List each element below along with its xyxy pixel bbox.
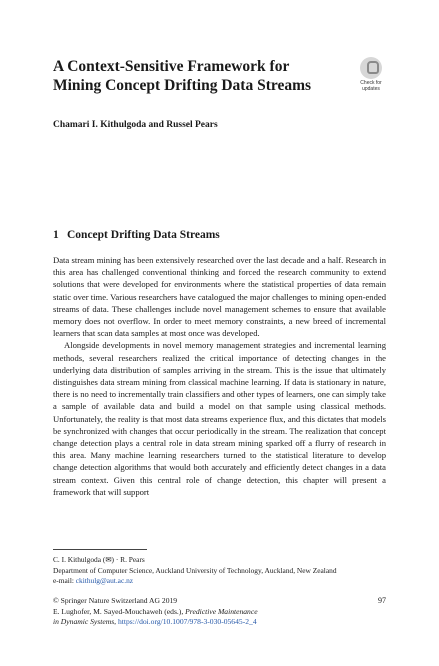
check-updates-label-2: updates [362,85,380,92]
footnote-divider [53,549,147,550]
citation-line-2: in Dynamic Systems, https://doi.org/10.1007/978-3-030-05645-2_4 [53,617,257,626]
editors-text: E. Lughofer, M. Sayed-Mouchaweh (eds.), [53,606,186,616]
chapter-title [53,57,343,95]
footnote-authors: C. I. Kithulgoda (✉) · R. Pears [53,555,145,564]
page-number: 97 [378,596,386,605]
footnote-affiliation: Department of Computer Science, Auckland University of Technology, Auckland, New Zealand [53,565,337,575]
citation-line [53,607,373,618]
section-heading [53,229,220,241]
check-for-updates-badge[interactable] [355,57,387,95]
paragraph-1: Data stream mining has been extensively researched over the last decade and a half. Research in this area has challenged conventional thinking and forced the research community to extend solutions that were developed for environments where the statistical properties of data remain static over time. Various researchers have catalogued the major challenges to mining open-ended streams of data. These challenges include novel management schemes to ensure that available memory does not overflow. In order to meet memory constraints, a new breed of incremental learners that scan data samples at most once was developed. [53,255,386,339]
author-footnote [53,555,393,587]
copyright-line: © Springer Nature Switzerland AG 2019 [53,596,178,605]
email-label: e-mail: [53,576,76,585]
citation-footer [53,596,373,628]
email-link[interactable]: ckithulg@aut.ac.nz [75,576,134,585]
body-text [53,254,386,498]
bookmark-icon [360,57,382,79]
author-list: Chamari I. Kithulgoda and Russel Pears [53,120,218,130]
section-number: 1 [53,229,59,241]
book-title-2: in Dynamic Systems [53,617,115,626]
check-updates-label-1: Check for [360,80,382,86]
book-title-1: Predictive Maintenance [185,606,258,616]
title-line-2: Mining Concept Drifting Data Streams [53,77,312,94]
title-line-1: A Context-Sensitive Framework for [53,58,290,75]
section-title: Concept Drifting Data Streams [67,229,220,241]
doi-link[interactable]: https://doi.org/10.1007/978-3-030-05645-2_4 [117,617,257,626]
footnote-email-line [53,576,393,587]
paragraph-2: Alongside developments in novel memory management strategies and incremental learning methods, several researchers realized the critical importance of detecting changes in the underlying data distribution of samples arriving in the stream. This is the issue that ultimately distinguishes data stream mining from classical machine learning. If data is stationary in nature, there is no need to incrementally train classifiers and other types of learners, one can simply take a sample of available data and build a model on that sample using classical methods. Unfortunately, the reality is that most data streams experience flux, and this dictates that models be synchronized with changes that occur periodically in the stream. The realization that concept change detection plays a central role in data stream mining sparked off a flurry of research in this area. Many machine learning researchers turned to the statistical literature to develop change detection algorithms that would both accurately and efficiently detect changes in a data stream context. Given this central role of change detection, this chapter will present a framework that will support [53,340,386,497]
